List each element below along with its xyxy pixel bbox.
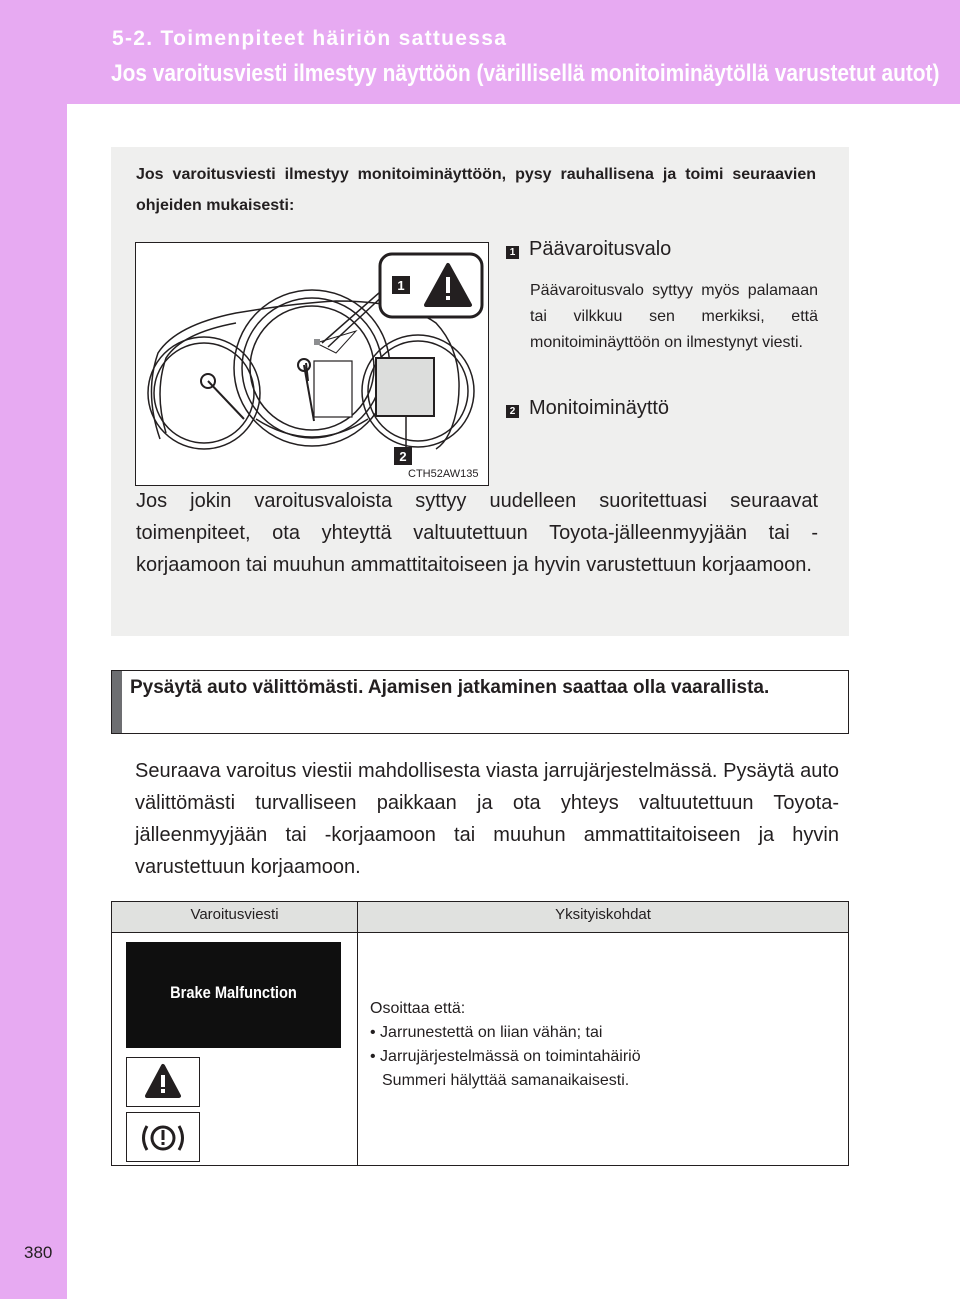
callout-marker-2: 2 bbox=[506, 405, 519, 418]
callout-title-1: Päävaroitusvalo bbox=[529, 238, 672, 260]
warning-heading-box bbox=[111, 670, 849, 734]
brake-warning-icon bbox=[126, 1112, 200, 1162]
instrument-cluster-illustration bbox=[136, 243, 488, 485]
instrument-cluster-figure bbox=[135, 242, 489, 486]
callout-marker-1: 1 bbox=[506, 246, 519, 259]
detail-line: Osoittaa että: bbox=[370, 1000, 466, 1017]
section-label: 5-2. Toimenpiteet häiriön sattuessa bbox=[112, 27, 508, 50]
warning-bar bbox=[112, 671, 122, 733]
callout-title-2: Monitoiminäyttö bbox=[529, 397, 670, 419]
detail-line: • Jarrujärjestelmässä on toimintahäiriö bbox=[370, 1048, 641, 1065]
warning-heading: Pysäytä auto välittömästi. Ajamisen jatkaminen saattaa olla vaarallista. bbox=[130, 677, 770, 698]
detail-line: • Jarrunestettä on liian vähän; tai bbox=[370, 1024, 603, 1041]
outro-text: Jos jokin varoitusvaloista syttyy uudelleen suoritettuasi seuraavat toimenpiteet, ota yhteyttä valtuutettuun Toyota-jälleenmyyjään tai -korjaamoon tai muuhun ammattitaitoiseen ja hyvin varustettuun korjaamoon. bbox=[136, 490, 818, 576]
svg-text:2: 2 bbox=[399, 449, 407, 464]
page-heading: Jos varoitusviesti ilmestyy näyttöön (värillisellä monitoiminäytöllä varustetut autot) bbox=[111, 60, 940, 87]
display-message-screen bbox=[126, 942, 341, 1048]
table-header-message: Varoitusviesti bbox=[190, 906, 279, 923]
info-box bbox=[111, 147, 849, 636]
details-cell bbox=[370, 997, 830, 1093]
display-message-text: Brake Malfunction bbox=[170, 983, 297, 1002]
svg-text:1: 1 bbox=[397, 278, 405, 293]
header-bar bbox=[0, 0, 960, 104]
table-header-details: Yksityiskohdat bbox=[555, 906, 651, 923]
column-divider bbox=[357, 902, 358, 1165]
side-tab bbox=[0, 0, 67, 1299]
table-header-row bbox=[112, 902, 848, 933]
body-paragraph: Seuraava varoitus viestii mahdollisesta viasta jarrujärjestelmässä. Pysäytä auto välittömästi turvalliseen paikkaan ja ota yhteys valtuutettuun Toyota-jälleenmyyjään tai -korjaamoon tai muuhun ammattitaitoiseen ja hyvin varustettuun korjaamoon. bbox=[135, 760, 839, 878]
intro-text: Jos varoitusviesti ilmestyy monitoiminäyttöön, pysy rauhallisena ja toimi seuraavien ohjeiden mukaisesti: bbox=[136, 166, 816, 214]
detail-line: Summeri hälyttää samanaikaisesti. bbox=[382, 1072, 630, 1089]
page-number: 380 bbox=[24, 1243, 53, 1262]
callout-description-1: Päävaroitusvalo syttyy myös palamaan tai vilkkuu sen merkiksi, että monitoiminäyttöön on ilmestynyt viesti. bbox=[530, 282, 818, 351]
master-warning-icon bbox=[126, 1057, 200, 1107]
warning-message-table bbox=[111, 901, 849, 1166]
figure-code: CTH52AW135 bbox=[408, 468, 479, 480]
